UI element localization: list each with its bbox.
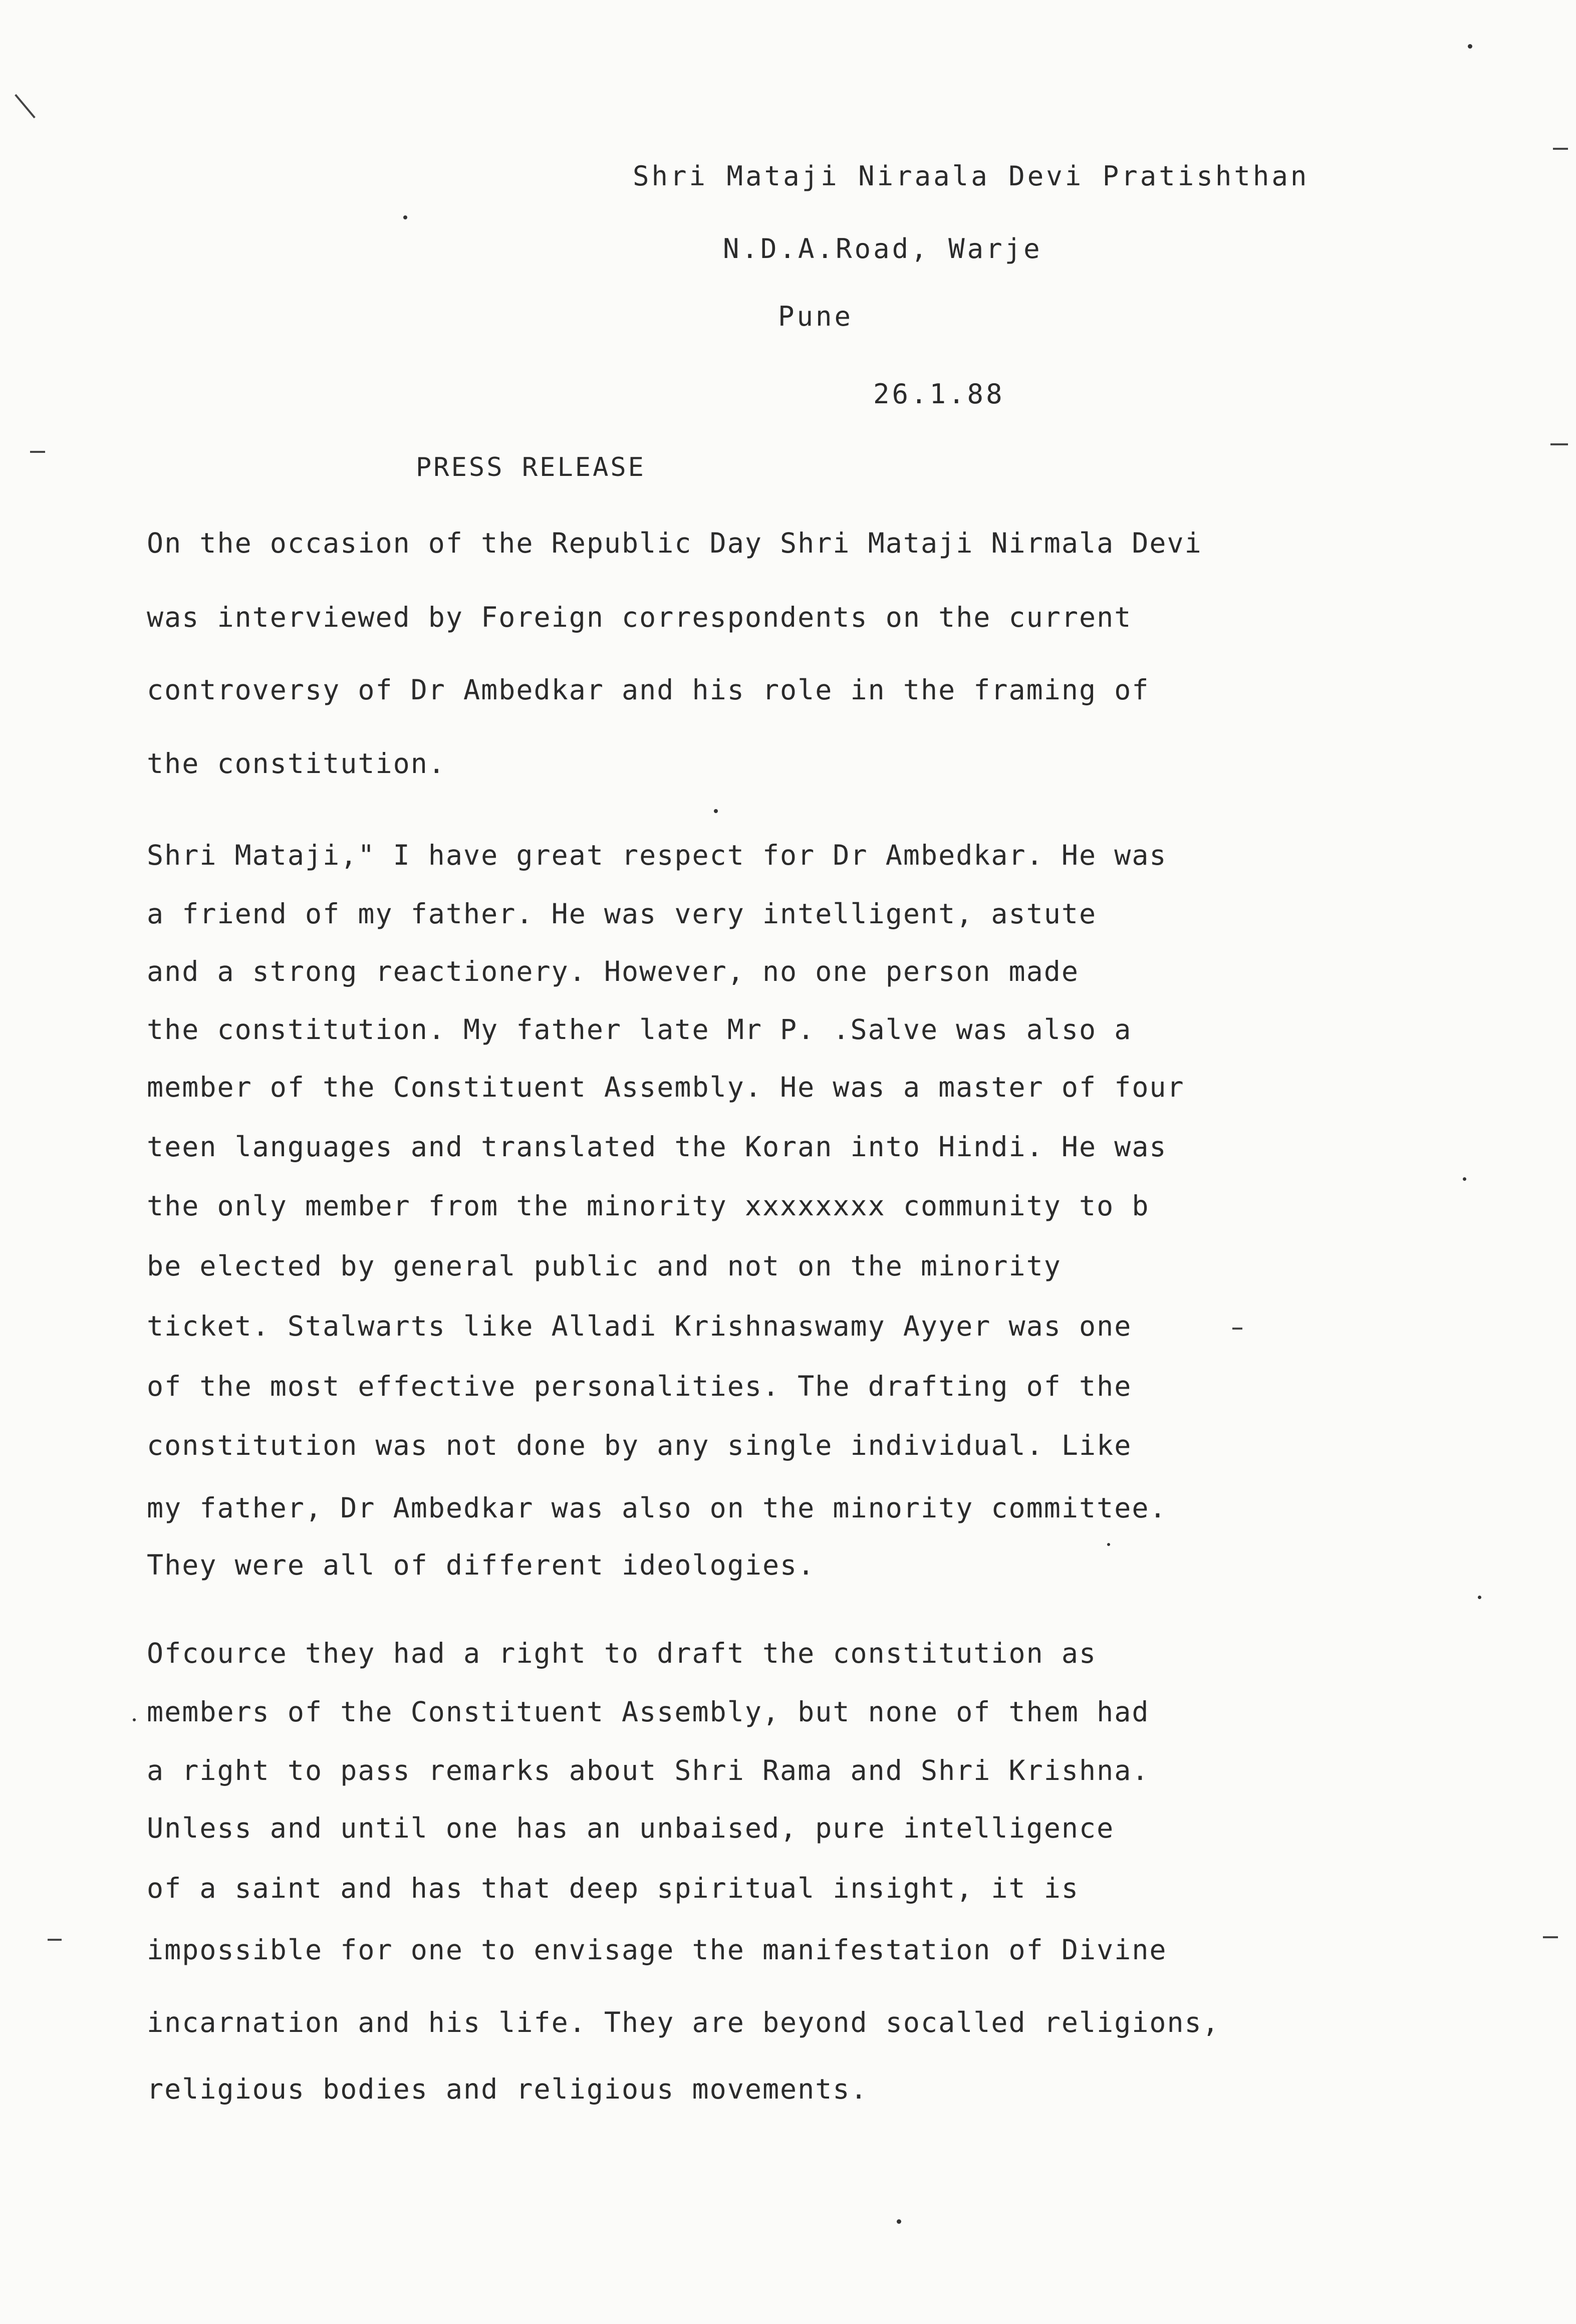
text-line: the constitution. My father late Mr P. .Salve was also a	[147, 1013, 1132, 1046]
text-line: They were all of different ideologies.	[147, 1549, 816, 1581]
date-line: 26.1.88	[873, 378, 1005, 410]
text-line: On the occasion of the Republic Day Shri Mataji Nirmala Devi	[147, 527, 1202, 559]
text-line: was interviewed by Foreign correspondents on the current	[147, 601, 1132, 633]
scan-speck	[1468, 44, 1472, 49]
scan-mark	[1550, 443, 1568, 445]
text-line: the constitution.	[147, 747, 446, 780]
text-line: impossible for one to envisage the manifestation of Divine	[147, 1934, 1167, 1966]
text-line: a right to pass remarks about Shri Rama and Shri Krishna.	[147, 1754, 1150, 1786]
scan-mark	[48, 1939, 62, 1941]
scan-speck	[1478, 1596, 1481, 1599]
text-line: constitution was not done by any single individual. Like	[147, 1429, 1132, 1461]
text-line: Ofcource they had a right to draft the constitution as	[147, 1637, 1097, 1669]
scan-speck	[897, 2219, 901, 2224]
scan-speck	[133, 1718, 136, 1721]
scan-speck	[1107, 1543, 1110, 1546]
text-line: controversy of Dr Ambedkar and his role in the framing of	[147, 674, 1150, 706]
text-line: my father, Dr Ambedkar was also on the minority committee.	[147, 1492, 1167, 1524]
scan-speck	[403, 215, 407, 219]
scan-mark	[1232, 1328, 1242, 1330]
scan-mark	[30, 451, 45, 453]
text-line: the only member from the minority xxxxxxxx community to b	[147, 1190, 1150, 1222]
scan-mark	[1553, 148, 1568, 150]
address-line: N.D.A.Road, Warje	[723, 233, 1042, 265]
scan-mark	[1543, 1936, 1558, 1938]
organization-name: Shri Mataji Niraala Devi Pratishthan	[633, 160, 1309, 192]
text-line: member of the Constituent Assembly. He was a master of four	[147, 1071, 1185, 1103]
text-line: Shri Mataji," I have great respect for Dr Ambedkar. He was	[147, 839, 1167, 871]
text-line: be elected by general public and not on the minority	[147, 1250, 1062, 1282]
text-line: ticket. Stalwarts like Alladi Krishnaswamy Ayyer was one	[147, 1310, 1132, 1342]
scan-mark	[15, 94, 36, 119]
text-line: teen languages and translated the Koran into Hindi. He was	[147, 1131, 1167, 1163]
document-title: PRESS RELEASE	[416, 452, 646, 482]
text-line: incarnation and his life. They are beyond socalled religions,	[147, 2006, 1220, 2038]
text-line: religious bodies and religious movements.	[147, 2073, 868, 2105]
scan-speck	[1463, 1177, 1466, 1181]
text-line: and a strong reactionery. However, no one person made	[147, 955, 1079, 987]
text-line: a friend of my father. He was very intelligent, astute	[147, 898, 1097, 930]
text-line: members of the Constituent Assembly, but none of them had	[147, 1696, 1150, 1728]
city-line: Pune	[778, 301, 854, 332]
text-line: of a saint and has that deep spiritual insight, it is	[147, 1872, 1079, 1904]
text-line: of the most effective personalities. The drafting of the	[147, 1370, 1132, 1402]
scan-speck	[714, 809, 718, 813]
text-line: Unless and until one has an unbaised, pure intelligence	[147, 1812, 1115, 1844]
